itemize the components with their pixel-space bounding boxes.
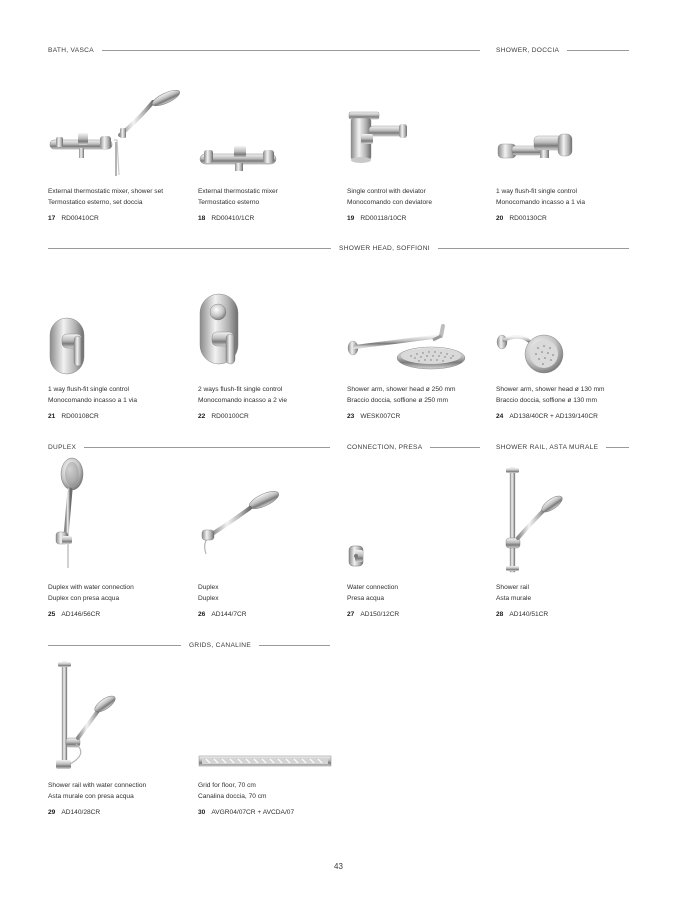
product-number: 19 <box>347 215 355 222</box>
page-number: 43 <box>334 862 343 871</box>
product-code: AD140/51CR <box>509 611 549 618</box>
section-title: DUPLEX <box>48 443 77 451</box>
flush-fit-2way-control-icon <box>198 278 338 378</box>
product-code: RD00118/10CR <box>360 215 407 222</box>
flush-fit-control-icon <box>48 278 188 378</box>
description-en: 2 ways flush-fit single control <box>198 386 283 393</box>
product-code: AD140/28CR <box>61 809 101 816</box>
product-code-line <box>48 809 100 816</box>
description-en: Shower rail with water connection <box>48 782 147 789</box>
product-code-line <box>48 611 100 618</box>
section-title: BATH, VASCA <box>48 46 94 54</box>
product-code-line <box>496 215 547 222</box>
description-it: Termostatico esterno, set doccia <box>48 198 143 206</box>
section-title: SHOWER HEAD, SOFFIONI <box>339 244 430 252</box>
product-code-line <box>198 611 247 618</box>
description-it: Asta murale con presa acqua <box>48 792 134 800</box>
product-code: AVGR04/07CR + AVCDA/07 <box>211 809 295 816</box>
product-code-line <box>198 215 254 222</box>
description-it: Monocomando incasso a 1 via <box>496 198 586 206</box>
description-en: Duplex with water connection <box>48 584 134 591</box>
description-en: 1 way flush-fit single control <box>48 386 129 393</box>
product-code: AD144/7CR <box>211 611 247 618</box>
description-en: External thermostatic mixer, shower set <box>48 188 164 195</box>
wall-mixer-icon <box>496 80 636 180</box>
product-code: AD150/12CR <box>360 611 400 618</box>
shower-head-250-icon <box>347 278 487 378</box>
product-number: 21 <box>48 413 56 420</box>
product-code-line <box>347 611 399 618</box>
product-description <box>496 187 585 208</box>
product-description <box>48 583 134 604</box>
product-code: AD146/56CR <box>61 611 101 618</box>
product-number: 18 <box>198 215 206 222</box>
thermostatic-mixer-shower-set-icon <box>48 80 188 180</box>
product-code: RD00108CR <box>61 413 99 420</box>
divider <box>430 447 480 448</box>
product-code-line <box>198 413 249 420</box>
product-number: 17 <box>48 215 56 222</box>
product-description <box>198 187 278 208</box>
product-number: 29 <box>48 809 56 816</box>
water-connection-icon <box>347 476 487 576</box>
product-description <box>496 385 604 406</box>
product-number: 20 <box>496 215 504 222</box>
divider <box>259 645 330 646</box>
section-header-shower <box>496 44 629 56</box>
product-number: 26 <box>198 611 206 618</box>
divider <box>48 248 331 249</box>
product-description <box>198 583 219 604</box>
bath-mixer-deviator-icon <box>347 80 487 180</box>
section-header-grids <box>48 639 330 651</box>
product-code: RD00410/1CR <box>211 215 255 222</box>
product-code-line <box>347 215 406 222</box>
product-code: AD138/40CR + AD139/140CR <box>509 413 598 420</box>
product-description <box>48 187 163 208</box>
product-code-line <box>496 413 598 420</box>
product-description <box>198 781 267 802</box>
shower-rail-water-connection-icon <box>48 674 188 774</box>
product-number: 30 <box>198 809 206 816</box>
product-code: RD00100CR <box>211 413 249 420</box>
duplex-icon <box>198 476 338 576</box>
description-en: External thermostatic mixer <box>198 188 278 195</box>
description-en: Duplex <box>198 584 219 591</box>
divider <box>606 447 629 448</box>
thermostatic-mixer-icon <box>198 80 338 180</box>
product-code: WESK007CR <box>360 413 401 420</box>
floor-grid-icon <box>198 674 338 774</box>
product-description <box>347 385 455 406</box>
product-description <box>496 583 531 604</box>
description-it: Monocomando con deviatore <box>347 198 433 206</box>
description-it: Braccio doccia, soffione ø 130 mm <box>496 396 598 404</box>
description-en: Shower arm, shower head ø 250 mm <box>347 386 456 393</box>
product-code-line <box>496 611 548 618</box>
description-it: Monocomando incasso a 1 via <box>48 396 138 404</box>
description-en: Shower rail <box>496 584 529 591</box>
description-it: Monocomando incasso a 2 vie <box>198 396 288 404</box>
description-it: Duplex <box>198 594 219 602</box>
description-en: Grid for floor, 70 cm <box>198 782 256 789</box>
product-code: RD00410CR <box>61 215 99 222</box>
divider <box>102 50 480 51</box>
section-title: GRIDS, CANALINE <box>189 641 252 649</box>
description-it: Termostatico esterno <box>198 198 260 206</box>
divider <box>438 248 629 249</box>
product-description <box>347 583 398 604</box>
product-number: 23 <box>347 413 355 420</box>
section-header-bath <box>48 44 480 56</box>
divider <box>567 50 629 51</box>
product-code-line <box>347 413 400 420</box>
description-it: Asta murale <box>496 594 532 602</box>
product-number: 27 <box>347 611 355 618</box>
product-number: 25 <box>48 611 56 618</box>
section-title: SHOWER, DOCCIA <box>496 46 560 54</box>
description-it: Braccio doccia, soffione ø 250 mm <box>347 396 449 404</box>
section-header-shower-head <box>48 242 629 254</box>
section-header-shower-rail <box>496 441 629 453</box>
divider <box>84 447 330 448</box>
divider <box>48 645 181 646</box>
description-en: 1 way flush-fit single control <box>496 188 577 195</box>
description-en: Single control with deviator <box>347 188 426 195</box>
product-description <box>347 187 432 208</box>
description-it: Duplex con presa acqua <box>48 594 120 602</box>
description-en: Water connection <box>347 584 399 591</box>
description-it: Canalina doccia, 70 cm <box>198 792 267 800</box>
section-title: SHOWER RAIL, ASTA MURALE <box>496 443 599 451</box>
product-code-line <box>198 809 294 816</box>
product-description <box>48 781 146 802</box>
description-en: Shower arm, shower head ø 130 mm <box>496 386 605 393</box>
product-number: 28 <box>496 611 504 618</box>
shower-head-130-icon <box>496 278 636 378</box>
product-code-line <box>48 215 99 222</box>
product-code-line <box>48 413 99 420</box>
product-description <box>48 385 137 406</box>
product-code: RD00130CR <box>509 215 547 222</box>
section-title: CONNECTION, PRESA <box>347 443 423 451</box>
product-description <box>198 385 287 406</box>
product-number: 22 <box>198 413 206 420</box>
section-header-duplex <box>48 441 330 453</box>
product-number: 24 <box>496 413 504 420</box>
description-it: Presa acqua <box>347 594 385 602</box>
duplex-water-connection-icon <box>48 476 188 576</box>
shower-rail-icon <box>496 476 636 576</box>
section-header-connection <box>347 441 480 453</box>
